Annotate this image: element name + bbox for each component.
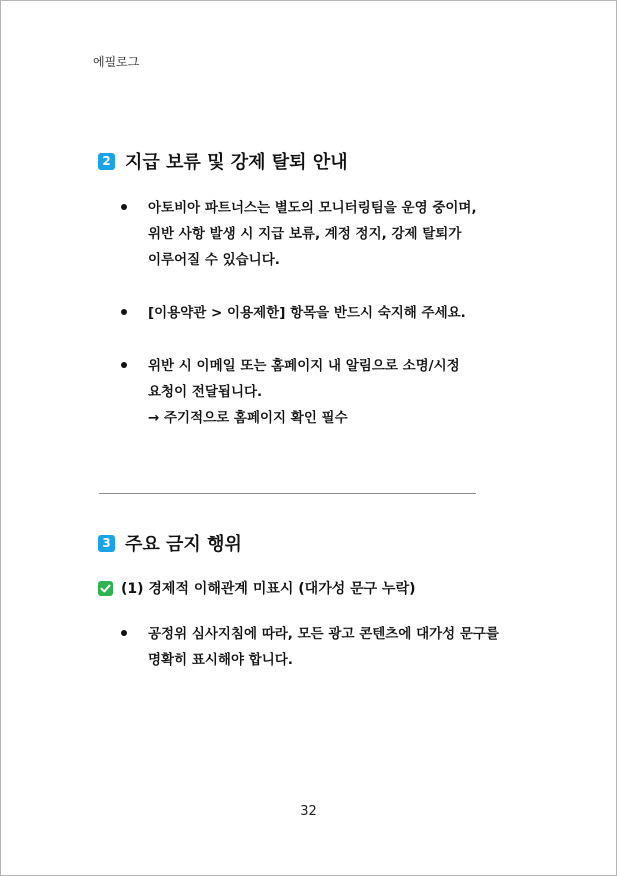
bullet-line: 공정위 심사지침에 따라, 모든 광고 콘텐츠에 대가성 문구를 [148,626,500,642]
bullet-text [148,300,466,326]
bullet-dot-icon [121,204,127,210]
section-3-title: 주요 금지 행위 [125,534,242,555]
bullet-dot-icon [121,362,127,368]
section-divider [99,493,476,494]
bullet-text [148,353,460,431]
bullet-line: 아토비아 파트너스는 별도의 모니터링팀을 운영 중이며, [148,200,477,216]
bullet-line: 이루어질 수 있습니다. [148,252,280,268]
bullet-text [148,621,499,673]
bullet-item [121,621,499,673]
bullet-line: 위반 사항 발생 시 지급 보류, 계정 정지, 강제 탈퇴가 [148,226,462,242]
bullet-line: [이용약관 > 이용제한] 항목을 반드시 숙지해 주세요. [148,305,466,321]
bullet-line: → 주기적으로 홈페이지 확인 필수 [148,410,348,426]
subheading-text: (1) 경제적 이해관계 미표시 (대가성 문구 누락) [121,581,416,597]
bullet-item [121,195,477,273]
bullet-dot-icon [121,630,127,636]
page-number: 32 [300,804,317,819]
bullet-item [121,353,460,431]
bullet-line: 요청이 전달됩니다. [148,384,263,400]
subheading [98,578,416,598]
bullet-text [148,195,477,273]
bullet-line: 위반 시 이메일 또는 홈페이지 내 알림으로 소명/시정 [148,358,460,374]
section-3-heading [98,530,242,556]
section-2-heading [98,148,348,174]
bullet-line: 명확히 표시해야 합니다. [148,652,293,668]
section-2-title: 지급 보류 및 강제 탈퇴 안내 [125,152,348,173]
section-number-badge: 2 [98,153,115,170]
bullet-dot-icon [121,309,127,315]
bullet-item [121,300,466,326]
running-header: 에필로그 [93,55,140,69]
section-number-badge: 3 [98,535,115,552]
checkmark-icon [98,581,113,596]
